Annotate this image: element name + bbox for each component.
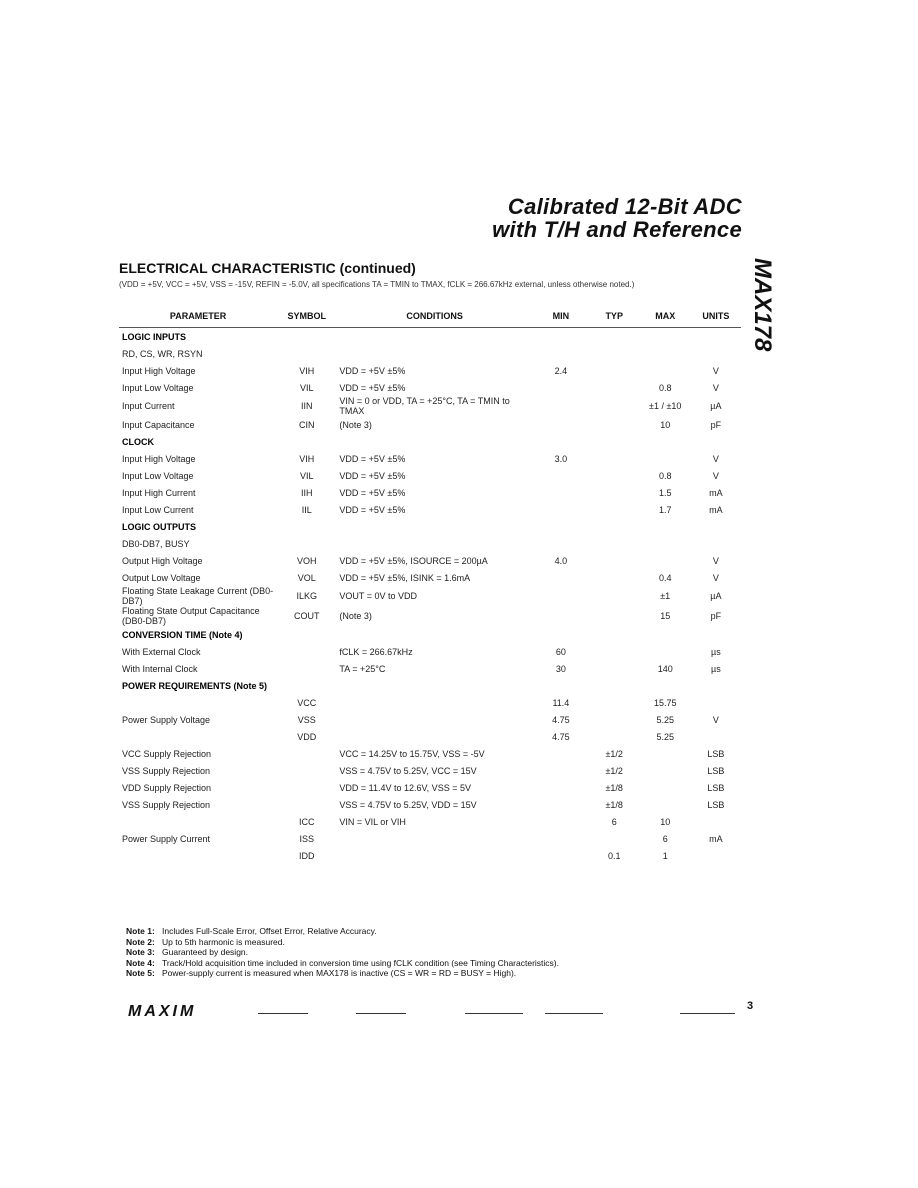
table-cell <box>589 379 640 396</box>
table-cell: IIH <box>300 487 313 498</box>
table-cell <box>277 745 336 762</box>
table-cell: 1.5 <box>658 487 672 498</box>
table-cell: 3.0 <box>554 453 568 464</box>
table-cell: CIN <box>298 419 315 430</box>
table-cell: 2.4 <box>554 365 568 376</box>
table-row <box>119 694 741 711</box>
table-section-row <box>119 345 741 362</box>
table-cell: VDD = +5V ±5%, ISOURCE = 200µA <box>339 555 488 566</box>
table-cell: VDD = +5V ±5% <box>339 504 406 515</box>
table-cell: Input Capacitance <box>122 419 195 430</box>
table-cell <box>277 796 336 813</box>
table-cell: VIN = VIL or VIH <box>339 816 406 827</box>
table-cell <box>533 813 589 830</box>
table-row <box>119 660 741 677</box>
table-cell: Output Low Voltage <box>122 572 201 583</box>
note-text: Up to 5th harmonic is measured. <box>162 936 285 947</box>
table-cell: LSB <box>707 782 725 793</box>
table-cell <box>533 501 589 518</box>
table-cell <box>640 643 691 660</box>
table-section-row <box>119 328 741 346</box>
table-cell: Power Supply Voltage <box>122 714 211 725</box>
table-cell <box>589 501 640 518</box>
table-row <box>119 745 741 762</box>
table-cell <box>533 745 589 762</box>
table-cell <box>589 552 640 569</box>
table-cell <box>589 694 640 711</box>
table-cell: 4.75 <box>552 714 570 725</box>
column-header: MIN <box>533 305 589 328</box>
table-cell: pF <box>710 611 722 621</box>
table-cell: µs <box>711 646 721 657</box>
table-row <box>119 467 741 484</box>
table-cell <box>533 847 589 864</box>
table-cell: VCC <box>297 697 317 708</box>
note-item <box>126 947 559 958</box>
note-text: Power-supply current is measured when MAX178 is inactive (CS = WR = RD = BUSY = High). <box>162 968 517 978</box>
table-cell <box>336 847 533 864</box>
table-cell <box>533 379 589 396</box>
section-heading: LOGIC INPUTS <box>122 331 187 342</box>
table-cell: VIL <box>299 382 314 393</box>
table-cell: ±1/2 <box>605 765 623 776</box>
table-cell <box>277 779 336 796</box>
table-cell <box>589 728 640 745</box>
footer-rule <box>465 1013 523 1014</box>
table-row <box>119 569 741 586</box>
table-row <box>119 847 741 864</box>
table-section-row <box>119 626 741 643</box>
table-cell: pF <box>710 419 722 430</box>
table-cell <box>533 796 589 813</box>
table-cell: ±1 <box>660 591 671 601</box>
table-cell <box>589 830 640 847</box>
table-cell <box>640 762 691 779</box>
note-text: Track/Hold acquisition time included in conversion time using fCLK condition (see Timing Characteristics). <box>162 957 559 968</box>
table-cell: 0.1 <box>607 850 621 861</box>
table-row <box>119 711 741 728</box>
table-cell <box>119 813 277 830</box>
table-cell: TA = +25°C <box>339 663 386 674</box>
table-cell <box>277 762 336 779</box>
column-header: TYP <box>589 305 640 328</box>
table-row <box>119 396 741 416</box>
table-cell <box>640 362 691 379</box>
table-cell: µA <box>710 591 722 601</box>
footer-rule <box>258 1013 308 1014</box>
table-cell: IIN <box>300 401 313 411</box>
table-body <box>119 328 741 865</box>
section-title: ELECTRICAL CHARACTERISTIC (continued) <box>119 260 416 276</box>
document-title-line1: Calibrated 12-Bit ADC <box>507 194 742 219</box>
table-cell <box>119 728 277 745</box>
table-cell: Output High Voltage <box>122 555 203 566</box>
table-cell <box>589 484 640 501</box>
table-cell: ICC <box>298 816 315 827</box>
table-cell: (Note 3) <box>339 419 372 430</box>
note-key: Note 1: <box>126 926 155 936</box>
table-cell: ±1/8 <box>605 782 623 793</box>
table-row <box>119 813 741 830</box>
table-cell: 5.25 <box>656 731 674 742</box>
part-number: MAX178 <box>749 258 776 352</box>
table-cell: With Internal Clock <box>122 663 198 674</box>
table-cell: 10 <box>660 816 671 827</box>
table-cell <box>640 745 691 762</box>
table-cell: V <box>712 714 719 725</box>
table-cell: IIL <box>301 504 312 515</box>
sub-heading: RD, CS, WR, RSYN <box>122 348 203 359</box>
note-text: Guaranteed by design. <box>162 947 249 957</box>
table-cell: V <box>712 555 719 566</box>
table-cell <box>533 586 589 606</box>
note-key: Note 2: <box>126 936 155 947</box>
note-key: Note 3: <box>126 947 155 957</box>
table-cell: VDD = +5V ±5% <box>339 470 406 481</box>
table-cell: VSS = 4.75V to 5.25V, VDD = 15V <box>339 799 477 810</box>
table-cell <box>589 416 640 433</box>
table-cell <box>691 728 741 745</box>
table-cell <box>640 796 691 813</box>
table-row <box>119 552 741 569</box>
section-heading: CONVERSION TIME (Note 4) <box>122 629 243 640</box>
footer-rule <box>680 1013 735 1014</box>
table-cell <box>533 416 589 433</box>
note-key: Note 5: <box>126 968 155 978</box>
table-cell: 0.4 <box>658 572 672 583</box>
table-cell <box>589 467 640 484</box>
table-cell: LSB <box>707 799 725 810</box>
table-cell: VSS <box>297 714 316 725</box>
table-cell: mA <box>709 504 723 515</box>
table-section-row <box>119 677 741 694</box>
table-section-row <box>119 518 741 535</box>
table-cell: With External Clock <box>122 646 201 657</box>
table-cell: 0.8 <box>658 382 672 393</box>
table-cell <box>589 711 640 728</box>
table-cell <box>589 606 640 626</box>
table-cell: V <box>712 365 719 376</box>
column-header: MAX <box>640 305 691 328</box>
table-cell: Input Low Current <box>122 504 194 515</box>
table-row <box>119 606 741 626</box>
table-cell: ±1/2 <box>605 748 623 759</box>
table-cell: µs <box>711 663 721 674</box>
table-cell: 6 <box>611 816 617 827</box>
table-cell: VDD = +5V ±5% <box>339 453 406 464</box>
table-cell: VOH <box>296 555 317 566</box>
table-cell: Floating State Leakage Current (DB0-DB7) <box>122 586 274 606</box>
table-cell: Power Supply Current <box>122 833 211 844</box>
document-title-line2: with T/H and Reference <box>492 217 742 242</box>
sub-heading: DB0-DB7, BUSY <box>122 538 190 549</box>
table-cell <box>640 450 691 467</box>
column-header: CONDITIONS <box>336 305 533 328</box>
table-section-row <box>119 433 741 450</box>
part-number-side-label <box>742 258 782 378</box>
electrical-characteristics-table <box>119 305 741 864</box>
table-cell: Input High Current <box>122 487 196 498</box>
table-cell: Input Current <box>122 401 175 411</box>
table-cell: VDD = +5V ±5% <box>339 382 406 393</box>
table-cell: COUT <box>293 611 320 621</box>
table-cell: ILKG <box>296 591 317 601</box>
table-cell: Input Low Voltage <box>122 470 194 481</box>
note-text: Includes Full-Scale Error, Offset Error, Relative Accuracy. <box>162 926 377 936</box>
table-cell: VCC Supply Rejection <box>122 748 212 759</box>
note-item <box>126 958 559 969</box>
table-section-row <box>119 535 741 552</box>
table-row <box>119 643 741 660</box>
maxim-logo: MAXIM <box>128 1003 197 1020</box>
section-heading: LOGIC OUTPUTS <box>122 521 196 532</box>
table-cell <box>589 450 640 467</box>
table-cell <box>336 694 533 711</box>
table-cell: 140 <box>657 663 673 674</box>
table-header-row <box>119 305 741 328</box>
table-cell: 10 <box>660 419 671 430</box>
table-cell <box>533 484 589 501</box>
page-number: 3 <box>747 1000 754 1012</box>
table-cell <box>691 694 741 711</box>
table-cell: ±1 / ±10 <box>649 401 682 411</box>
table-cell: VIL <box>299 470 314 481</box>
table-cell <box>589 643 640 660</box>
table-cell <box>533 762 589 779</box>
table-row <box>119 484 741 501</box>
table-cell: VDD = +5V ±5%, ISINK = 1.6mA <box>339 572 471 583</box>
table-row <box>119 830 741 847</box>
table-cell: VDD = +5V ±5% <box>339 365 406 376</box>
table-cell <box>691 813 741 830</box>
notes-block <box>126 926 559 979</box>
table-cell <box>336 830 533 847</box>
table-cell: fCLK = 266.67kHz <box>339 646 413 657</box>
table-cell: 6 <box>662 833 668 844</box>
table-cell: LSB <box>707 748 725 759</box>
table-cell: VCC = 14.25V to 15.75V, VSS = -5V <box>339 748 485 759</box>
table-row <box>119 796 741 813</box>
table-cell: 15 <box>660 611 671 621</box>
table-cell <box>589 586 640 606</box>
table-cell: VSS = 4.75V to 5.25V, VCC = 15V <box>339 765 477 776</box>
table-cell: 30 <box>555 663 566 674</box>
table-row <box>119 779 741 796</box>
table-cell: VIH <box>299 365 315 376</box>
table-cell: VDD Supply Rejection <box>122 782 212 793</box>
table-cell: 11.4 <box>552 697 570 708</box>
table-cell: 15.75 <box>653 697 677 708</box>
table-cell: Input Low Voltage <box>122 382 194 393</box>
table-cell <box>533 830 589 847</box>
table-cell: VSS Supply Rejection <box>122 765 211 776</box>
table-row <box>119 586 741 606</box>
table-cell: (Note 3) <box>339 611 372 621</box>
table-row <box>119 379 741 396</box>
table-cell: VOUT = 0V to VDD <box>339 591 417 601</box>
note-item <box>126 968 559 979</box>
table-cell: µA <box>710 401 722 411</box>
table-cell: 5.25 <box>656 714 674 725</box>
table-cell <box>336 728 533 745</box>
table-row <box>119 362 741 379</box>
table-cell: VSS Supply Rejection <box>122 799 211 810</box>
column-header: PARAMETER <box>119 305 277 328</box>
column-header: UNITS <box>691 305 741 328</box>
table-row <box>119 762 741 779</box>
table-cell: VIN = 0 or VDD, TA = +25°C, TA = TMIN to TMAX <box>339 396 510 416</box>
table-cell <box>533 779 589 796</box>
table-cell: 1 <box>662 850 668 861</box>
table-cell: Input High Voltage <box>122 453 196 464</box>
table-cell: 4.75 <box>552 731 570 742</box>
note-item <box>126 937 559 948</box>
section-heading: POWER REQUIREMENTS (Note 5) <box>122 680 268 691</box>
table-cell <box>640 552 691 569</box>
table-row <box>119 728 741 745</box>
table-cell <box>640 779 691 796</box>
table-cell: 0.8 <box>658 470 672 481</box>
table-cell: 1.7 <box>658 504 672 515</box>
table-row <box>119 501 741 518</box>
table-cell: mA <box>709 487 723 498</box>
table-cell: 4.0 <box>554 555 568 566</box>
table-cell <box>119 847 277 864</box>
table-cell: V <box>712 382 719 393</box>
table-cell <box>533 396 589 416</box>
table-cell: VOL <box>297 572 316 583</box>
table-cell: ISS <box>299 833 314 844</box>
table-cell: LSB <box>707 765 725 776</box>
note-key: Note 4: <box>126 957 155 968</box>
note-item <box>126 926 559 937</box>
table-cell: VIH <box>299 453 315 464</box>
table-cell: V <box>712 572 719 583</box>
table-cell <box>533 569 589 586</box>
table-cell: Input High Voltage <box>122 365 196 376</box>
table-cell <box>589 396 640 416</box>
table-cell <box>336 711 533 728</box>
section-heading: CLOCK <box>122 436 154 447</box>
table-cell <box>533 467 589 484</box>
table-cell: ±1/8 <box>605 799 623 810</box>
section-conditions: (VDD = +5V, VCC = +5V, VSS = -15V, REFIN = -5.0V, all specifications TA = TMIN to TMAX, fCLK = 266.67kHz external, unless otherwise noted.) <box>119 280 635 289</box>
table-cell <box>533 606 589 626</box>
table-cell: VDD = +5V ±5% <box>339 487 406 498</box>
table-cell <box>691 847 741 864</box>
table-row <box>119 450 741 467</box>
column-header: SYMBOL <box>277 305 336 328</box>
table-cell <box>277 643 336 660</box>
table-cell <box>589 660 640 677</box>
table-cell: IDD <box>298 850 315 861</box>
footer-rule <box>545 1013 603 1014</box>
table-cell: mA <box>709 833 723 844</box>
footer-rule <box>356 1013 406 1014</box>
table-cell: Floating State Output Capacitance (DB0-DB7) <box>122 606 260 626</box>
table-cell: V <box>712 470 719 481</box>
table-cell <box>589 362 640 379</box>
table-cell <box>589 569 640 586</box>
table-cell: V <box>712 453 719 464</box>
table-cell: VDD <box>297 731 317 742</box>
table-cell: 60 <box>555 646 566 657</box>
table-cell <box>119 694 277 711</box>
table-cell: VDD = 11.4V to 12.6V, VSS = 5V <box>339 782 471 793</box>
table-cell <box>277 660 336 677</box>
table-row <box>119 416 741 433</box>
